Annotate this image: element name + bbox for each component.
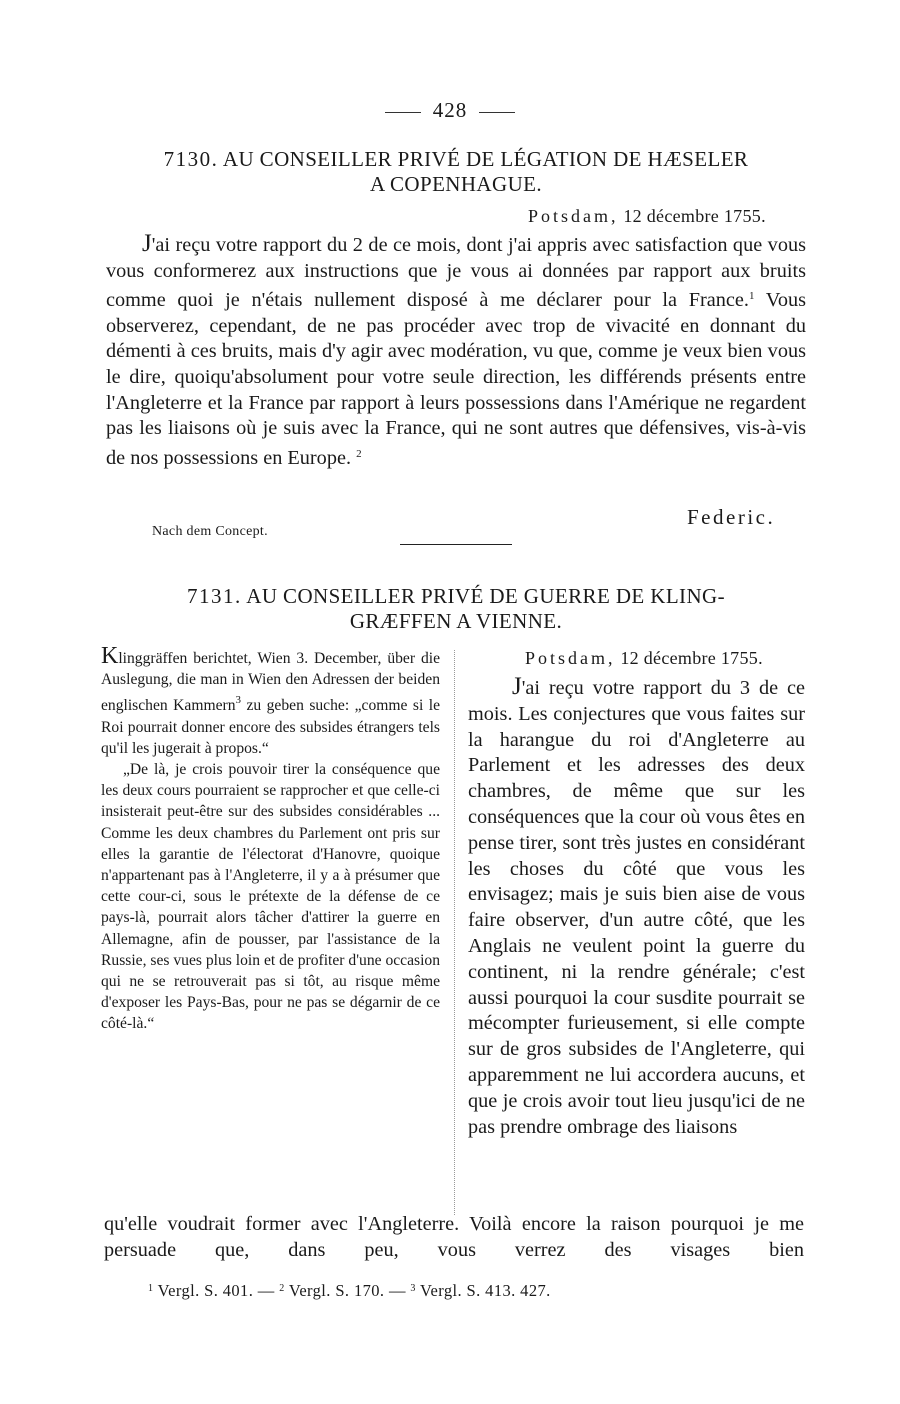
page-number-value: 428: [432, 98, 468, 122]
letter-7131-heading: [106, 584, 806, 634]
letter-7130-body-part2: Vous observerez, cependant, de ne pas procéder avec trop de vivacité en donnant du démenti à ces bruits, mais d'y agir avec modération, vu que, comme je veux bien vous le dire, quoiqu'absolument pour votre seule direction, les différends présents entre l'Angleterre et la France par rapport à leurs possessions dans l'Amérique ne regardent pas les liaisons où je suis avec la France, qui ne sont autres que défensives, vis-à-vis de nos possessions en Europe.: [106, 289, 806, 469]
letter-7130-heading: [106, 147, 806, 197]
letter-7131-heading-line1: [106, 584, 806, 609]
letter-7131-reply-text: 'ai reçu votre rapport du 3 de ce mois. Les conjectures que vous faites sur la harangue du roi d'Angleterre au Parlement et les adresses des deux chambres, de même que sur les conséquences que la cour où vous êtes en pense tirer, sont très justes en considérant les choses du côté que vous les envisagez; mais je suis bien aise de vous faire observer, d'un autre côté, que les Anglais ne veulent point la guerre du continent, ni la rendre générale; c'est aussi pourquoi la cour susdite pourrait se mécompter furieusement, si elle compte sur de gros subsides de l'Angleterre, qui apparemment ne lui accordera aucuns, et que je crois avoir tout lieu jusqu'ici de ne pas prendre ombrage des liaisons: [468, 677, 805, 1138]
letter-7131-number: 7131.: [187, 584, 242, 608]
page-number: [0, 98, 900, 123]
letter-7130-date-place: Potsdam,: [528, 206, 619, 226]
report-summary-dropcap: K: [101, 643, 119, 669]
letter-7131-reply-column: [468, 674, 805, 1140]
letter-7130-title-1: AU CONSEILLER PRIVÉ DE LÉGATION DE HÆSELER: [222, 147, 749, 171]
report-quote-paragraph: „De là, je crois pouvoir tirer la conséquence que les deux cours pourraient se rapprocher et que celle-ci insisterait peut-être sur des subsides considérables ... Comme les deux chambres du Parlement ont pris sur elles la garantie de l'électorat d'Hanovre, quoique n'appartenant pas à l'Angleterre, il y a à présumer que cette cour-ci, sous le prétexte de la défense de ce pays-là, pourrait alors tâcher d'attirer la guerre en Allemagne, afin de pousser, par l'assistance de la Russie, ses vues plus loin et de profiter d'une occasion qui ne se retrouverait pas si tôt, au risque même d'exposer les Pays-Bas, pour ne pas se dégarnir de ce côté-là.“: [101, 761, 440, 1033]
letter-7130-heading-line1: [106, 147, 806, 172]
page-number-dash-right: [479, 112, 515, 113]
footnote-ref-3: 3: [235, 694, 241, 707]
letter-7131-date-text: 12 décembre 1755.: [620, 648, 763, 668]
footnote-1-marker: 1: [148, 1283, 154, 1294]
letter-7131-heading-line2: GRÆFFEN A VIENNE.: [349, 609, 563, 633]
footnote-3-marker: 3: [410, 1283, 416, 1294]
letter-7131-continuation: qu'elle voudrait former avec l'Angleterre. Voilà encore la raison pourquoi je me persuade que, dans peu, vous verrez des visages bien: [104, 1213, 804, 1261]
footnote-1-text: Vergl. S. 401. —: [157, 1281, 275, 1300]
footnote-ref-1: 1: [748, 290, 755, 303]
letter-7130-heading-line2: A COPENHAGUE.: [369, 172, 543, 196]
letter-7130-signature: Federic.: [687, 505, 776, 529]
letter-7130-body-part1: 'ai reçu votre rapport du 2 de ce mois, dont j'ai appris avec satisfaction que vous vous conformerez aux instructions que je vous ai données par rapport aux bruits comme quoi je n'étais nullement disposé à me déclarer pour la France.: [106, 234, 806, 312]
footnote-2-marker: 2: [279, 1283, 285, 1294]
report-summary-text-b: zu geben suche: „comme si le Roi pourrait donner encore des subsides étrangers tels qu'il les jugerait à propos.“: [101, 697, 441, 757]
report-summary-column: [101, 643, 441, 1035]
letter-7130-dropcap: J: [142, 230, 152, 257]
footnote-ref-2: 2: [356, 447, 362, 460]
letter-7131-dropcap: J: [512, 673, 522, 700]
report-summary-text-a: linggräffen berichtet, Wien 3. December, über die Auslegung, die man in Wien den Adressen der beiden englischen Kammern: [101, 650, 440, 715]
page-number-dash-left: [385, 112, 421, 113]
letter-7130-number: 7130.: [163, 147, 219, 171]
footnote-3-text: Vergl. S. 413. 427.: [420, 1281, 551, 1300]
letter-7131-date-place: Potsdam,: [525, 648, 616, 668]
footnotes: [148, 1281, 551, 1301]
letter-7130-dateline: [528, 206, 766, 227]
letter-7131-title-1: AU CONSEILLER PRIVÉ DE GUERRE DE KLING-: [246, 584, 725, 608]
letter-7131-dateline: [525, 648, 763, 669]
section-separator: [400, 544, 512, 545]
letter-7130-body: [106, 231, 806, 471]
report-summary-paragraph-1: [101, 643, 441, 759]
letter-7130-date-text: 12 décembre 1755.: [623, 206, 766, 226]
footnote-2-text: Vergl. S. 170. —: [288, 1281, 406, 1300]
letter-7130-source-note: Nach dem Concept.: [152, 524, 268, 539]
column-divider: [454, 650, 455, 1215]
